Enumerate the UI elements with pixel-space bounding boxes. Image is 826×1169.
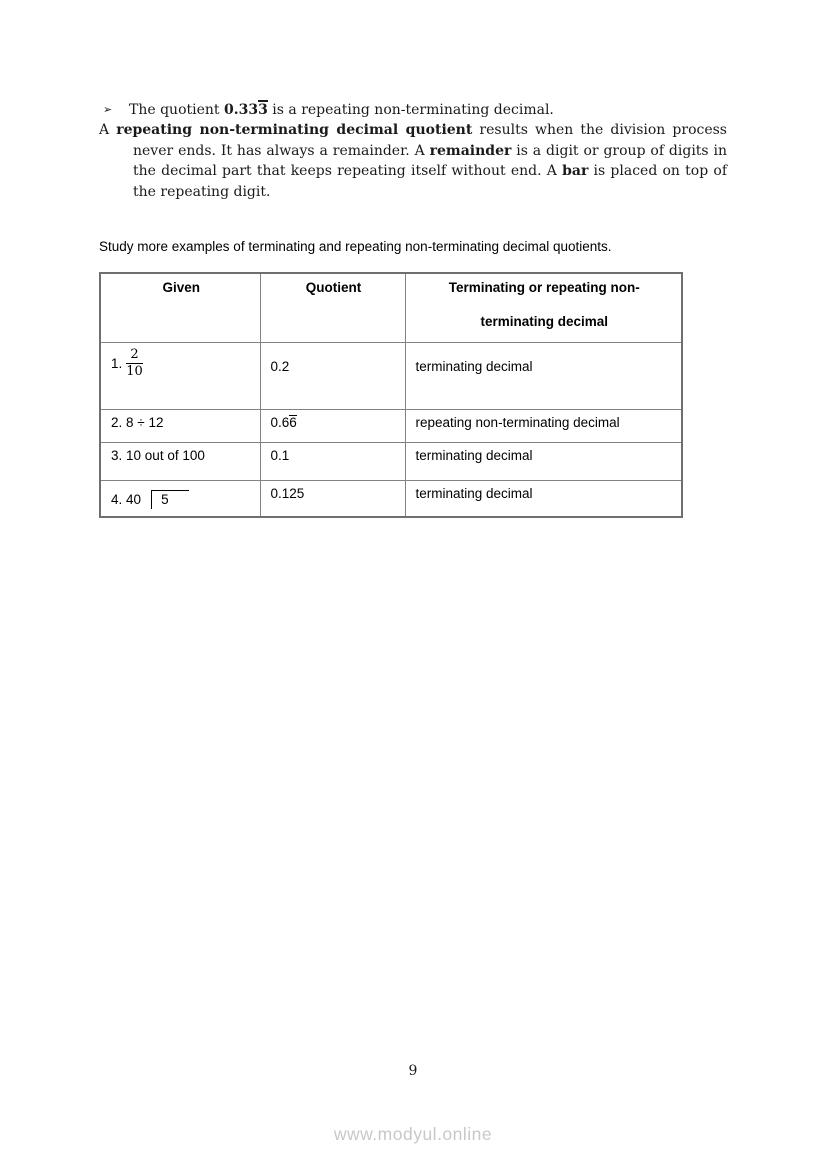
header-classification-line1: Terminating or repeating non- [448,280,640,295]
arrow-bullet-icon: ➢ [103,103,113,116]
quotient-value: 0.33 [223,102,259,118]
fraction-denominator: 10 [126,364,143,380]
long-division [111,492,189,507]
para-seg2: results when the division process never ends. It has always a remainder. A [133,122,727,159]
para-seg3: is a digit or group of digits in the decimal part that keeps repeating itself without end. A [133,142,728,180]
fraction [126,348,143,381]
given-cell [100,442,260,480]
given-cell-fraction [100,342,260,409]
row-number: 4. [111,491,123,507]
table-header-quotient: Quotient [260,273,405,342]
row-number: 1. [111,356,123,372]
classification-cell: repeating non-terminating decimal [405,409,682,442]
table-header-given: Given [100,273,260,342]
given-expression: 8 ÷ 12 [126,414,164,430]
table-row [100,342,682,409]
quotient-cell: 0.125 [260,480,405,517]
study-examples-intro: Study more examples of terminating and repeating non-terminating decimal quotients. [99,239,612,254]
table-row [100,442,682,480]
row-number: 3. [111,447,123,463]
table-header-classification [405,273,682,342]
division-divisor: 40 [126,491,142,507]
division-dividend: 5 [151,490,189,509]
table-row [100,480,682,517]
table-row [100,409,682,442]
classification-cell: terminating decimal [405,342,682,409]
quotient-cell: 0.1 [260,442,405,480]
quotient-repeating-digit: 6 [289,414,297,430]
term-remainder: remainder [429,142,512,159]
classification-cell: terminating decimal [405,480,682,517]
table-header-row [100,273,682,342]
header-classification-line2: terminating decimal [480,314,609,329]
quotient-cell: 0.2 [260,342,405,409]
given-cell [100,409,260,442]
definition-paragraph [99,120,727,202]
watermark: www.modyul.online [333,1124,493,1144]
decimal-examples-table [99,272,683,518]
quotient-repeating-digit: 3 [258,102,268,118]
classification-cell: terminating decimal [405,442,682,480]
fraction-numerator: 2 [126,348,143,365]
term-bar: bar [562,163,589,180]
term-repeating-quotient: repeating non-terminating decimal quotient [116,122,473,138]
quotient-cell [260,409,405,442]
quotient-main: 0.6 [270,414,290,430]
bullet-line [99,100,739,121]
bullet-text-pre: The quotient [129,102,224,118]
page-number: 9 [408,1063,418,1079]
given-cell-division [100,480,260,517]
given-expression: 10 out of 100 [126,447,205,463]
para-seg4: is placed on top of the repeating digit. [133,163,728,200]
para-seg1: A [99,122,117,138]
bullet-text-post: is a repeating non-terminating decimal. [267,102,554,118]
row-number: 2. [111,414,123,430]
